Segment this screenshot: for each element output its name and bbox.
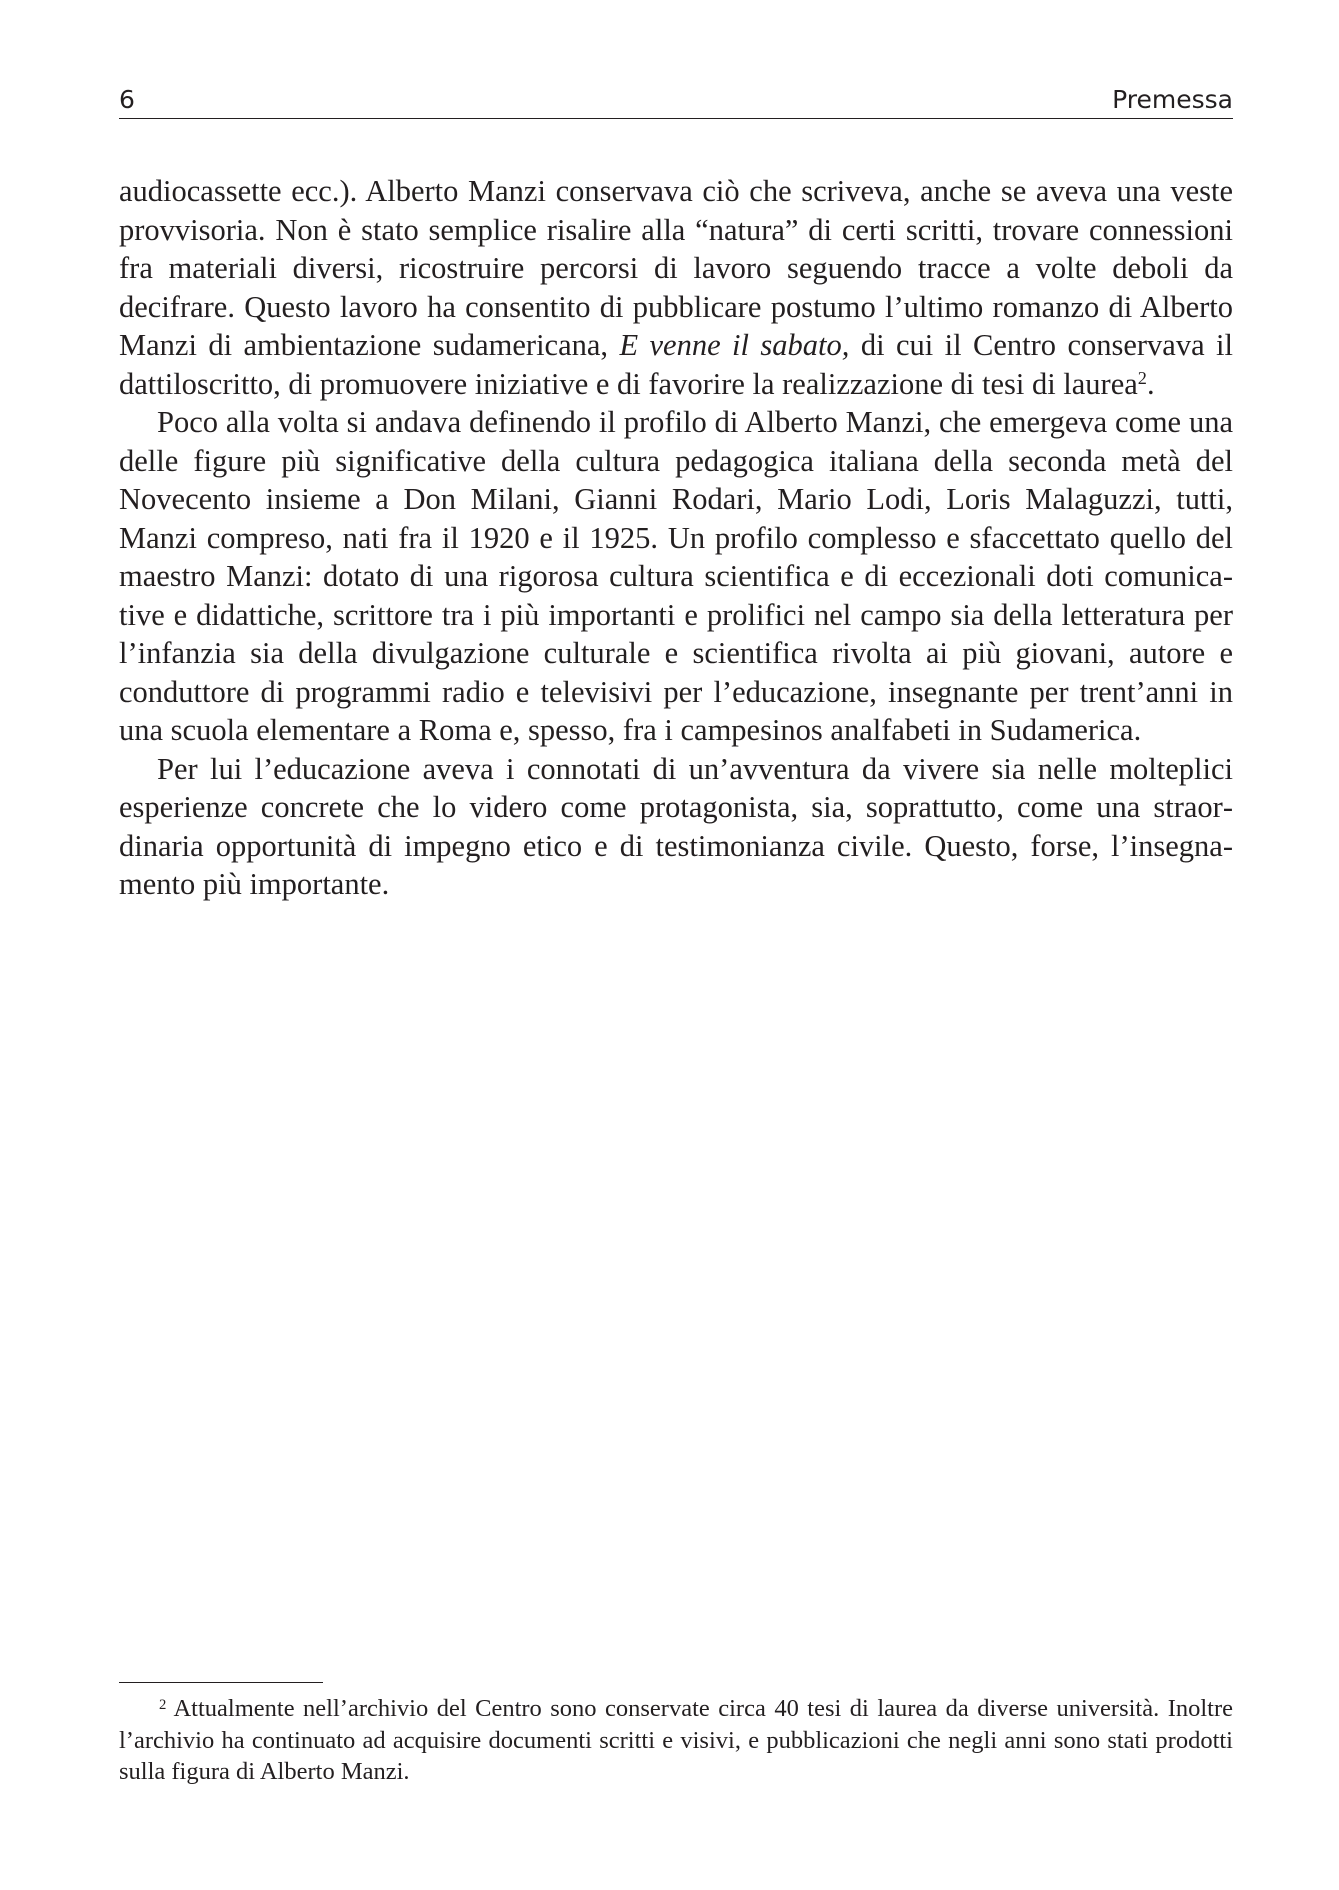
page-number: 6 xyxy=(119,85,135,114)
footnote-separator xyxy=(119,1682,323,1683)
footnote-reference: 2 xyxy=(1137,368,1147,389)
footnote xyxy=(119,1693,1233,1788)
paragraph-1 xyxy=(119,172,1233,403)
book-title: E venne il sabato, xyxy=(619,328,850,362)
paragraph-3: Per lui l’educazione aveva i connotati di un’avventura da vivere sia nelle molteplici esperienze concrete che lo videro come protagonista, sia, soprattutto, come una straordinaria opportunità di impegno etico e di testimonianza civile. Questo, forse, l’insegnamento più importante. xyxy=(119,751,1233,901)
footnote-number: 2 xyxy=(159,1696,167,1713)
paragraph-1-text: audiocassette ecc.). Alberto Manzi conservava ciò che scriveva, anche se aveva una veste provvisoria. Non è stato semplice risalire alla “natura” di certi scritti, trovare connessioni fra materiali diversi, ricostruire percorsi di lavoro seguendo tracce a volte deboli da decifrare. Questo lavoro ha consentito di pubblicare postumo l’ultimo romanzo di Alberto Manzi di ambientazione sudamericana, xyxy=(119,174,1233,362)
paragraph-1-text-continued: di cui il Centro conservava il dattiloscritto, di promuovere iniziative e di favorire la realizzazione di tesi di laurea xyxy=(119,328,1233,401)
main-text xyxy=(119,172,1233,904)
running-head xyxy=(119,82,1233,119)
section-title: Premessa xyxy=(1112,85,1233,114)
footnote-text: Attualmente nell’archivio del Centro sono conservate circa 40 tesi di laurea da diverse università. Inoltre l’archivio ha continuato ad acquisire documenti scritti e visivi, e pubblicazioni che negli anni sono stati prodotti sulla figura di Alberto Manzi. xyxy=(119,1695,1233,1785)
paragraph-2: Poco alla volta si andava definendo il profilo di Alberto Manzi, che emergeva come una delle figure più significative della cultura pedagogica italiana della seconda metà del Novecento insieme a Don Milani, Gianni Rodari, Mario Lodi, Loris Malaguzzi, tutti, Manzi compreso, nati fra il 1920 e il 1925. Un profilo complesso e sfaccettato quello del maestro Manzi: dotato di una rigorosa cultura scientifica e di eccezionali doti comunicative e didattiche, scrittore tra i più importanti e prolifici nel campo sia della letteratura per l’infanzia sia della divulgazione culturale e scientifica rivolta ai più giovani, autore e conduttore di programmi radio e televisivi per l’educazione, insegnante per trent’anni in una scuola elementare a Roma e, spesso, fra i campesinos analfabeti in Sudamerica. xyxy=(119,405,1233,747)
paragraph-1-end: . xyxy=(1146,366,1155,401)
